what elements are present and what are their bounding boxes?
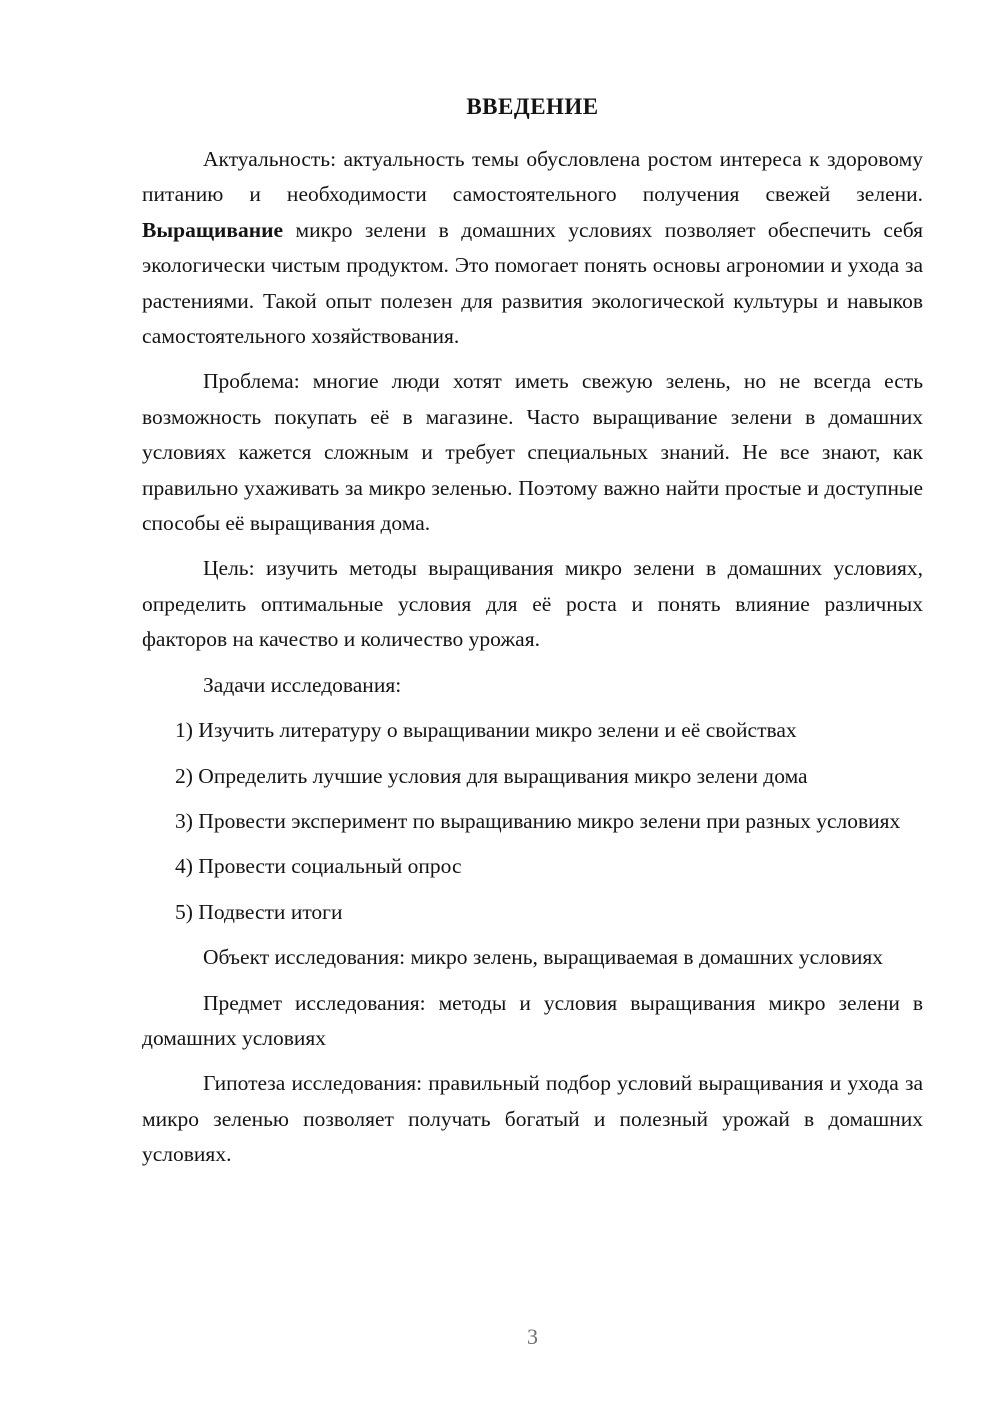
task-5-number: 5) bbox=[175, 899, 193, 924]
paragraph-gipoteza: Гипотеза исследования: правильный подбор условий выращивания и ухода за микро зеленью позволяет получать богатый и полезный урожай в домашних условиях. bbox=[142, 1071, 923, 1167]
paragraph-tsel: Цель: изучить методы выращивания микро зелени в домашних условиях, определить оптимальные условия для её роста и понять влияние различных факторов на качество и количество урожая. bbox=[142, 556, 923, 652]
page-number: 3 bbox=[527, 1324, 538, 1349]
task-item-4 bbox=[142, 849, 923, 884]
paragraph-aktualnost-bold-word: Выращивание bbox=[142, 217, 284, 242]
task-4-number: 4) bbox=[175, 854, 193, 879]
task-3-number: 3) bbox=[175, 808, 193, 833]
paragraph-problema: Проблема: многие люди хотят иметь свежую зелень, но не всегда есть возможность покупать её в магазине. Часто выращивание зелени в домашних условиях кажется сложным и требует специальных знаний. Не все знают, как правильно ухаживать за микро зеленью. Поэтому важно найти простые и доступные способы её выращивания дома. bbox=[142, 369, 923, 536]
paragraph-obekt: Объект исследования: микро зелень, выращиваемая в домашних условиях bbox=[203, 945, 883, 970]
page-title: ВВЕДЕНИЕ bbox=[466, 94, 599, 119]
paragraph-aktualnost-text-before: Актуальность: актуальность темы обусловлена ростом интереса к здоровому питанию и необходимости самостоятельного получения свежей зелени. bbox=[142, 147, 923, 207]
paragraph-predmet: Предмет исследования: методы и условия выращивания микро зелени в домашних условиях bbox=[142, 990, 923, 1050]
paragraph-aktualnost-text-after: микро зелени в домашних условиях позволяет обеспечить себя экологически чистым продуктом. Это помогает понять основы агрономии и ухода за растениями. Такой опыт полезен для развития экологической культуры и навыков самостоятельного хозяйствования. bbox=[142, 217, 923, 349]
task-item-3 bbox=[142, 804, 923, 839]
task-2-text: Определить лучшие условия для выращивания микро зелени дома bbox=[192, 763, 808, 788]
task-item-2 bbox=[142, 759, 923, 794]
paragraph-zadachi-label: Задачи исследования: bbox=[203, 672, 402, 697]
paragraph-aktualnost bbox=[142, 142, 923, 354]
document-body bbox=[142, 92, 923, 1183]
task-1-number: 1) bbox=[175, 718, 193, 743]
task-item-5 bbox=[142, 895, 923, 930]
task-4-text: Провести социальный опрос bbox=[192, 854, 462, 879]
task-1-text: Изучить литературу о выращивании микро зелени и её свойствах bbox=[192, 718, 797, 743]
task-5-text: Подвести итоги bbox=[192, 899, 343, 924]
task-3-text: Провести эксперимент по выращиванию микро зелени при разных условиях bbox=[192, 808, 901, 833]
task-2-number: 2) bbox=[175, 763, 193, 788]
task-item-1 bbox=[142, 713, 923, 748]
